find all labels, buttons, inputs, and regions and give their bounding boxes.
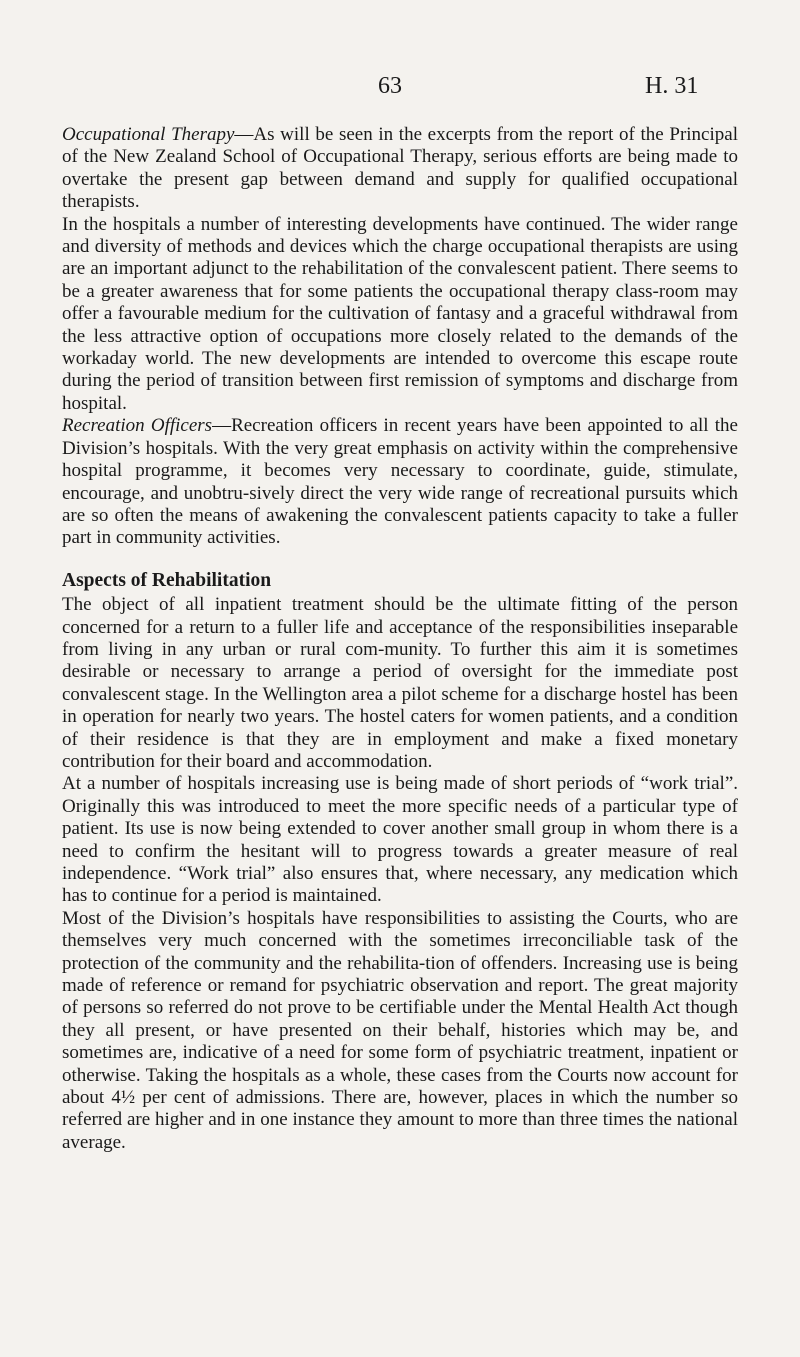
lead-occupational-therapy: Occupational Therapy [62,124,235,145]
paragraph-occupational-therapy [62,124,738,214]
paragraph-work-trial: At a number of hospitals increasing use is being made of short periods of “work trial”. Originally this was introduced to meet the more specific needs of a particular type of patient. Its use is now being extended to cover another small group in whom there is a need to confirm the hesitant will to progress towards a greater measure of real independence. “Work trial” also ensures that, where necessary, any medication which has to continue for a period is maintained. [62,773,738,907]
paragraph-hospitals-developments: In the hospitals a number of interesting developments have continued. The wider range and diversity of methods and devices which the charge occupational therapists are using are an important adjunct to the rehabilitation of the convalescent patient. There seems to be a greater awareness that for some patients the occupational therapy class-room may offer a favourable medium for the cultivation of fantasy and a graceful withdrawal from the less attractive option of occupations more closely related to the demands of the workaday world. The new developments are intended to overcome this escape route during the period of transition between first remission of symptoms and discharge from hospital. [62,213,738,414]
page-number: 63 [378,73,402,99]
document-reference: H. 31 [645,73,699,99]
text-occupational-therapy: —As will be seen in the excerpts from the report of the Principal of the New Zealand School of Occupational Therapy, serious efforts are being made to overtake the present gap between demand and supply for qualified occupational therapists. [62,124,738,213]
paragraph-inpatient-treatment: The object of all inpatient treatment should be the ultimate fitting of the person concerned for a return to a fuller life and acceptance of the responsibilities inseparable from living in any urban or rural com-munity. To further this aim it is sometimes desirable or necessary to arrange a period of oversight for the immediate post convalescent stage. In the Wellington area a pilot scheme for a discharge hostel has been in operation for nearly two years. The hostel caters for women patients, and a condition of their residence is that they are in employment and make a fixed monetary contribution for their board and accommodation. [62,594,738,772]
paragraph-courts: Most of the Division’s hospitals have responsibilities to assisting the Courts, who are themselves very much concerned with the sometimes irreconciliable task of the protection of the community and the rehabilita-tion of offenders. Increasing use is being made of reference or remand for psychiatric observation and report. The great majority of persons so referred do not prove to be certifiable under the Mental Health Act though they all present, or have presented on their behalf, histories which may be, and sometimes are, indicative of a need for some form of psychiatric treatment, inpatient or otherwise. Taking the hospitals as a whole, these cases from the Courts now account for about 4½ per cent of admissions. There are, however, places in which the number so referred are higher and in one instance they amount to more than three times the national average. [62,907,738,1153]
lead-recreation-officers: Recreation Officers [62,415,213,437]
document-body [62,124,738,1154]
paragraph-recreation-officers [62,415,738,549]
section-heading-aspects-of-rehabilitation: Aspects of Rehabilitation [62,569,272,591]
text-recreation-officers: —Recreation officers in recent years have been appointed to all the Division’s hospitals. With the very great emphasis on activity within the comprehensive hospital programme, it becomes very necessary to coordinate, guide, stimulate, encourage, and unobtru-sively direct the very wide range of recreational pursuits which are so often the means of awakening the convalescent patients capacity to take a fuller part in community activities. [62,415,738,549]
page-header [0,73,800,113]
